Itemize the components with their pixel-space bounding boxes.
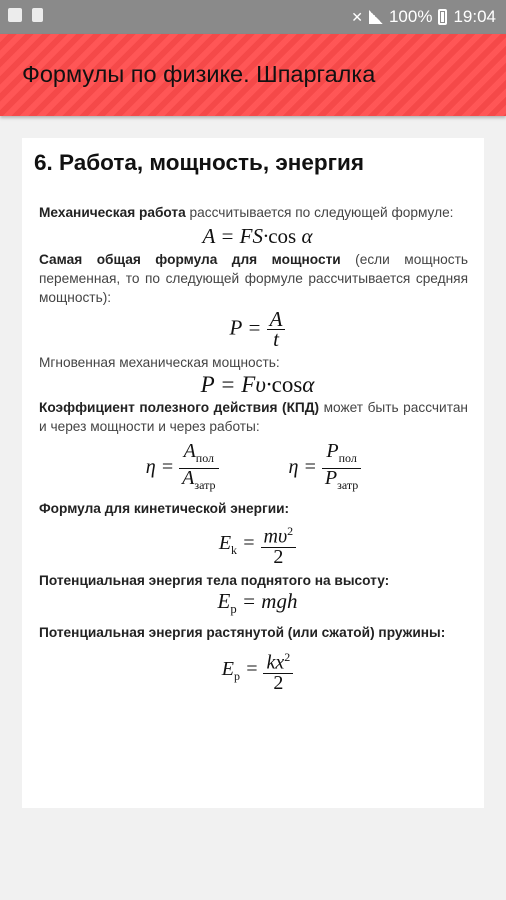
power-text: Самая общая формула для мощности (если мощность переменная, то по следующей формуле рассчитывается средняя мощность): <box>39 252 468 305</box>
battery-icon <box>438 9 447 25</box>
image-icon <box>8 8 22 22</box>
work-formula: A = FS·cos α <box>202 224 313 248</box>
potential-spring-formula: $E_p$ = $\frac{kx^2}{2}$ <box>39 648 468 693</box>
kinetic-energy-text: Формула для кинетической энергии: <box>39 501 290 516</box>
potential-height-text: Потенциальная энергия тела поднятого на высоту: <box>39 572 390 588</box>
instant-power-text: Мгновенная механическая мощность: <box>39 355 280 370</box>
clock: 19:04 <box>453 7 496 26</box>
potential-spring-text: Потенциальная энергия растянутой (или сжатой) пружины: <box>39 624 446 640</box>
formula-content <box>39 203 468 693</box>
section-heading: 6. Работа, мощность, энергия <box>34 150 364 175</box>
mute-icon: ✕ <box>351 8 363 25</box>
status-bar <box>0 0 506 34</box>
app-bar <box>0 34 506 116</box>
battery-percent: 100% <box>388 7 433 26</box>
efficiency-text: Коэффициент полезного действия (КПД) может быть рассчитан и через мощности и через работы: <box>39 400 468 434</box>
efficiency-formulas: η = $\frac{A_{пол}}{A_{затр}}$ η = $\frac{P_{пол}}{P_{затр}}$ <box>39 442 468 495</box>
power-formula: P = $\frac{A}{t}$ <box>39 310 468 349</box>
instant-power-formula: P = Fυ·cosα <box>200 372 315 397</box>
signal-icon <box>369 10 383 24</box>
content-card[interactable] <box>22 138 484 808</box>
app-title: Формулы по физике. Шпаргалка <box>22 61 376 87</box>
potential-height-formula: $E_p$ = mgh <box>217 588 298 616</box>
kinetic-energy-formula: $E_k$ = $\frac{m\upsilon^2}{2}$ <box>39 522 468 567</box>
work-text: Механическая работа рассчитывается по следующей формуле: <box>39 205 454 220</box>
sd-card-icon <box>32 8 43 22</box>
